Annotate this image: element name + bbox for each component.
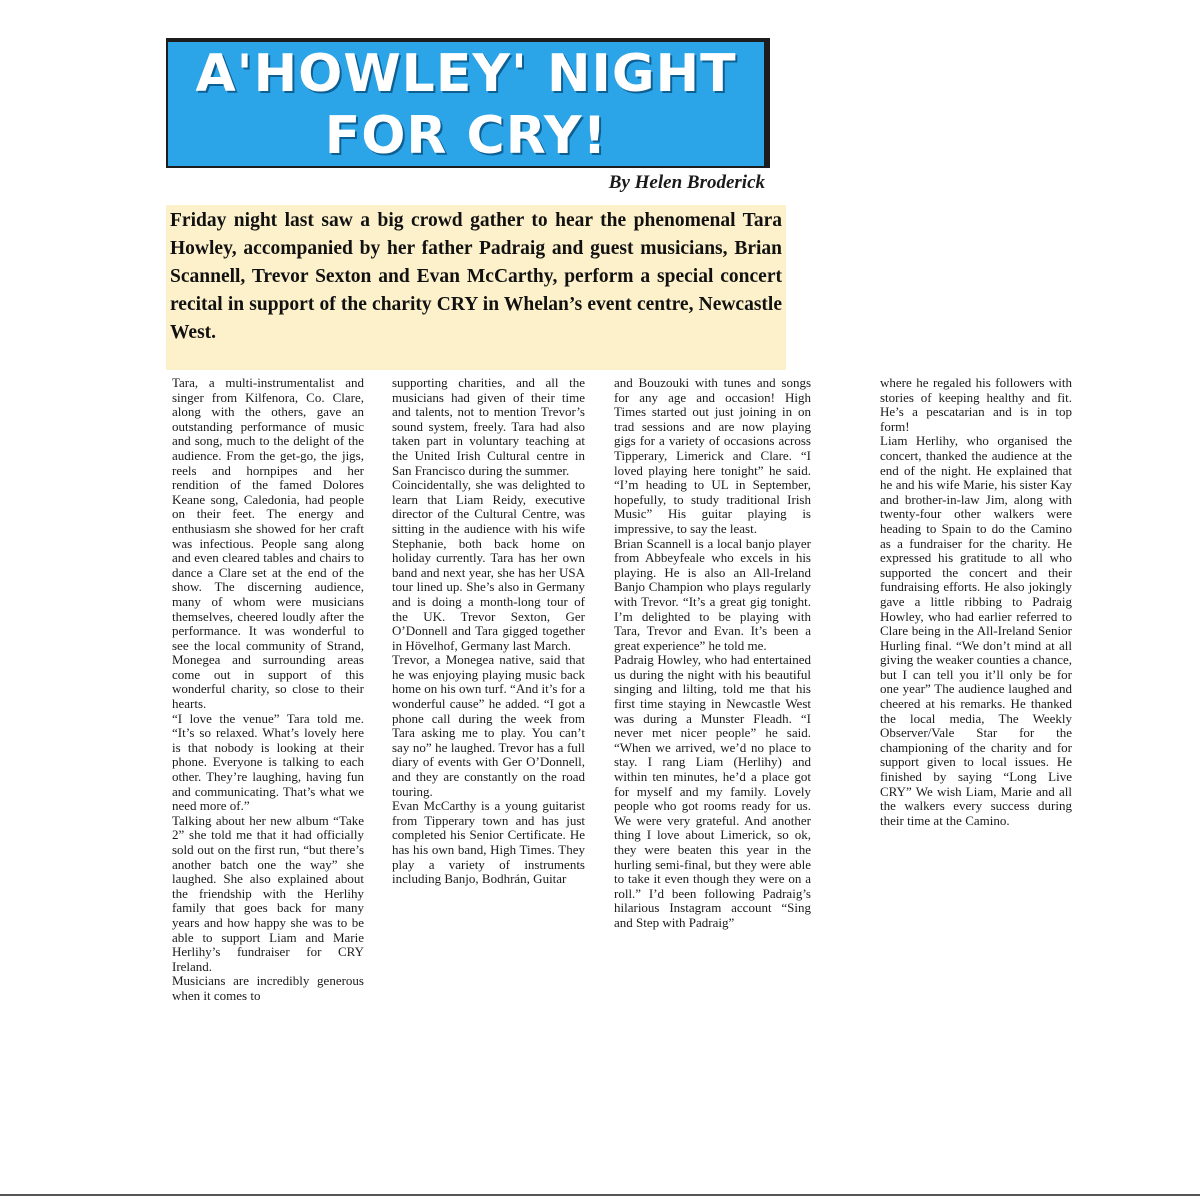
paragraph: Coincidentally, she was delighted to learn that Liam Reidy, executive director of the Cultural Centre, was sitting in the audience with his wife Stephanie, both back home on holiday currently. Tara has her own band and next year, she has her USA tour lined up. She’s also in Germany and is doing a month-long tour of the UK. Trevor Sexton, Ger O’Donnell and Tara gigged together in Hövelhof, Germany last March. [392,477,585,653]
paragraph: Evan McCarthy is a young guitarist from Tipperary town and has just completed his Senior Certificate. He has his own band, High Times. They play a variety of instruments including Banjo, Bodhrán, Guitar [392,798,585,887]
byline: By Helen Broderick [608,172,765,193]
paragraph: Tara, a multi-instrumentalist and singer from Kilfenora, Co. Clare, along with the others, gave an outstanding performance of music and song, much to the delight of the audience. From the get-go, the jigs, reels and hornpipes and her rendition of the famed Dolores Keane song, Caledonia, had people on their feet. The energy and enthusiasm she showed for her craft was infectious. People sang along and even cleared tables and chairs to dance a Clare set at the end of the show. The discerning audience, many of whom were musicians themselves, cheered loudly after the performance. It was wonderful to see the local community of Strand, Monegea and surrounding areas come out in support of this wonderful charity, so close to their hearts. [172,376,364,712]
paragraph: Brian Scannell is a local banjo player from Abbeyfeale who excels in his playing. He is also an All-Ireland Banjo Champion who plays regularly with Trevor. “It’s a great gig tonight. I’m delighted to be playing with Tara, Trevor and Evan. It’s been a great experience” he told me. [614,535,811,653]
paragraph: Musicians are incredibly generous when it comes to [172,973,364,1003]
paragraph: where he regaled his followers with stories of keeping healthy and fit. He’s a pescatarian and is in top form! [880,376,1072,434]
article-column-1 [172,376,364,1172]
lede-paragraph: Friday night last saw a big crowd gather to hear the phenomenal Tara Howley, accompanied by her father Padraig and guest musicians, Brian Scannell, Trevor Sexton and Evan McCarthy, perform a special concert recital in support of the charity CRY in Whelan’s event centre, Newcastle West. [166,205,786,370]
headline-line-2: FOR CRY! [324,106,608,166]
article-column-2 [392,376,585,1166]
paragraph: Talking about her new album “Take 2” she told me that it had officially sold out on the first run, “but there’s another batch one the way” she laughed. She also explained about the friendship with the Herlihy family that goes back for many years and how happy she was to be able to support Liam and Marie Herlihy’s fundraiser for CRY Ireland. [172,812,364,974]
headline-line-1: A'HOWLEY' NIGHT [195,44,737,104]
paragraph: Liam Herlihy, who organised the concert, thanked the audience at the end of the night. He explained that he and his wife Marie, his sister Kay and brother-in-law Jim, along with twenty-four other walkers were heading to Spain to do the Camino as a fundraiser for the charity. He expressed his gratitude to all who supported the concert and their fundraising efforts. He also jokingly gave a little ribbing to Padraig Howley, who had earlier referred to Clare being in the All-Ireland Senior Hurling final. “We don’t mind at all giving the weaker counties a chance, but I can tell you it’ll only be for one year” The audience laughed and cheered at his remarks. He thanked the local media, The Weekly Observer/Vale Star for the championing of the charity and for support given to local issues. He finished by saying “Long Live CRY” We wish Liam, Marie and all the walkers every success during their time at the Camino. [880,433,1072,828]
article-column-4 [880,376,1072,1016]
bottom-divider [0,1194,1200,1196]
paragraph: supporting charities, and all the musicians had given of their time and talents, not to mention Trevor’s sound system, freely. Tara had also taken part in voluntary teaching at the United Irish Cultural centre in San Francisco during the summer. [392,376,585,478]
paragraph: “I love the venue” Tara told me. “It’s so relaxed. What’s lovely here is that nobody is looking at their phone. Everyone is talking to each other. They’re laughing, having fun and communicating. That’s what we need more of.” [172,710,364,814]
paragraph: and Bouzouki with tunes and songs for any age and occasion! High Times started out just joining in on trad sessions and are now playing gigs for a variety of occasions across Tipperary, Limerick and Clare. “I loved playing here tonight” he said. “I’m heading to UL in September, hopefully, to study traditional Irish Music” His guitar playing is impressive, to say the least. [614,376,811,536]
paragraph: Padraig Howley, who had entertained us during the night with his beautiful singing and lilting, told me that his first time staying in Newcastle West was during a Munster Fleadh. “I never met nicer people” he said. “When we arrived, we’d no place to stay. I rang Liam (Herlihy) and within ten minutes, he’d a place got for myself and my family. Lovely people who got rooms ready for us. We were very grateful. And another thing I love about Limerick, so ok, they were beaten this year in the hurling semi-final, but they were able to take it even though they were on a roll.” I’d been following Padraig’s hilarious Instagram account “Sing and Step with Padraig” [614,652,811,930]
article-column-3 [614,376,811,1166]
headline-banner [166,38,770,168]
paragraph: Trevor, a Monegea native, said that he was enjoying playing music back home on his own turf. “And it’s for a wonderful cause” he added. “I got a phone call during the week from Tara asking me to play. You can’t say no” he laughed. Trevor has a full diary of events with Ger O’Donnell, and they are constantly on the road touring. [392,652,585,799]
